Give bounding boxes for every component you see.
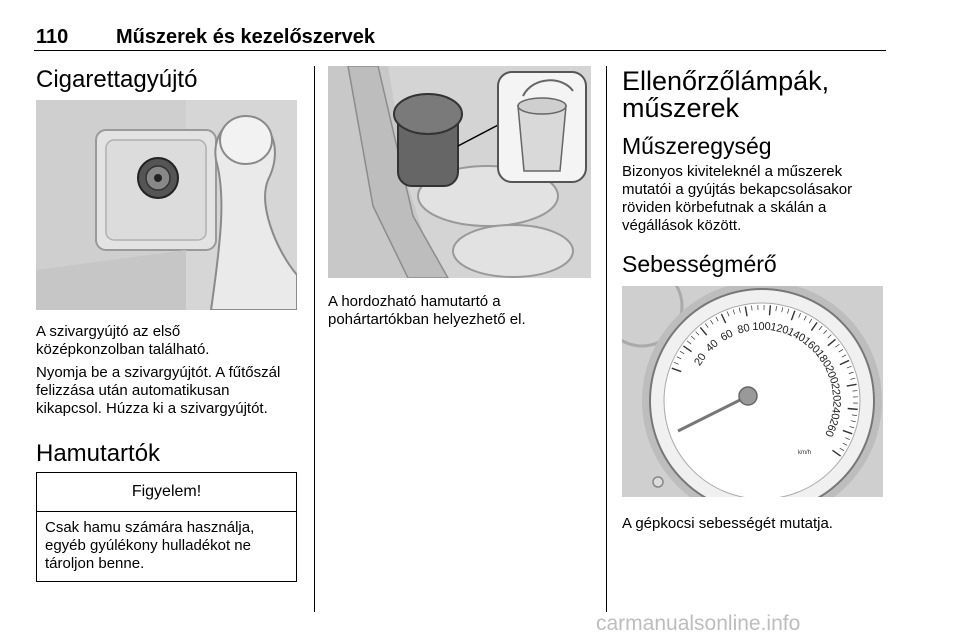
heading-speedometer: Sebességmérő bbox=[622, 251, 777, 277]
ashtray-illustration bbox=[328, 66, 591, 278]
gauge-label: 140 bbox=[785, 325, 808, 345]
heading-ashtrays: Hamutartók bbox=[36, 440, 161, 467]
line: Nyomja be a szivargyújtót. A fűtőszál bbox=[36, 364, 281, 381]
para-instrument-cluster bbox=[622, 163, 852, 235]
heading-cigarette-lighter: Cigarettagyújtó bbox=[36, 66, 198, 93]
gauge-label: 80 bbox=[736, 321, 752, 337]
gauge-tick bbox=[769, 305, 770, 315]
trip-reset-knob[interactable] bbox=[653, 477, 663, 487]
line: középkonzolban található. bbox=[36, 341, 210, 358]
line: röviden körbefutnak a skálán a bbox=[622, 199, 827, 216]
caption-speedometer: A gépkocsi sebességét mutatja. bbox=[622, 515, 833, 532]
gauge-label: 220 bbox=[828, 382, 843, 403]
gauge-label: 180 bbox=[812, 347, 834, 370]
line: Ellenőrzőlámpák, bbox=[622, 66, 830, 96]
warning-box bbox=[36, 472, 297, 582]
gauge-label: 160 bbox=[800, 334, 822, 357]
watermark: carmanualsonline.info bbox=[596, 612, 801, 635]
warning-body bbox=[45, 519, 290, 573]
line: tároljon benne. bbox=[45, 555, 145, 572]
line: A szivargyújtó az első bbox=[36, 323, 181, 340]
gauge-label: 260 bbox=[822, 416, 841, 439]
warning-title: Figyelem! bbox=[37, 473, 296, 512]
line: mutatói a gyújtás bekapcsolásakor bbox=[622, 181, 853, 198]
heading-warning-lamps bbox=[622, 68, 829, 122]
running-title: Műszerek és kezelőszervek bbox=[116, 26, 376, 48]
line: felizzása után automatikusan bbox=[36, 382, 230, 399]
gauge-tick bbox=[848, 408, 858, 409]
line: Csak hamu számára használja, bbox=[45, 519, 255, 536]
gauge-label: 20 bbox=[692, 351, 709, 369]
gauge-label: 120 bbox=[769, 320, 790, 337]
line: egyéb gyúlékony hulladékot ne bbox=[45, 537, 251, 554]
gauge-label: 60 bbox=[718, 327, 736, 344]
cigarette-lighter-illustration bbox=[36, 100, 297, 310]
para-lighter-usage bbox=[36, 364, 280, 418]
gauge-label: 100 bbox=[752, 320, 771, 333]
caption-ashtray bbox=[328, 293, 526, 329]
column-divider-right bbox=[606, 66, 607, 612]
gauge-label: 40 bbox=[703, 337, 721, 355]
unit-label: km/h bbox=[798, 450, 812, 456]
line: Bizonyos kiviteleknél a műszerek bbox=[622, 163, 843, 180]
gauge-label: 240 bbox=[828, 400, 843, 421]
heading-instrument-cluster: Műszeregység bbox=[622, 133, 772, 159]
para-lighter-location bbox=[36, 323, 209, 359]
line: műszerek bbox=[622, 93, 740, 123]
needle-hub bbox=[739, 387, 757, 405]
line: A hordozható hamutartó a bbox=[328, 293, 501, 310]
gauge-label: 200 bbox=[822, 364, 841, 386]
line: végállások között. bbox=[622, 217, 742, 234]
column-divider-left bbox=[314, 66, 315, 612]
speedometer-illustration bbox=[622, 286, 883, 497]
page-number: 110 bbox=[36, 26, 69, 48]
line: pohártartókban helyezhető el. bbox=[328, 311, 526, 328]
header-rule bbox=[34, 50, 886, 51]
line: kikapcsol. Húzza ki a szivargyújtót. bbox=[36, 400, 268, 417]
